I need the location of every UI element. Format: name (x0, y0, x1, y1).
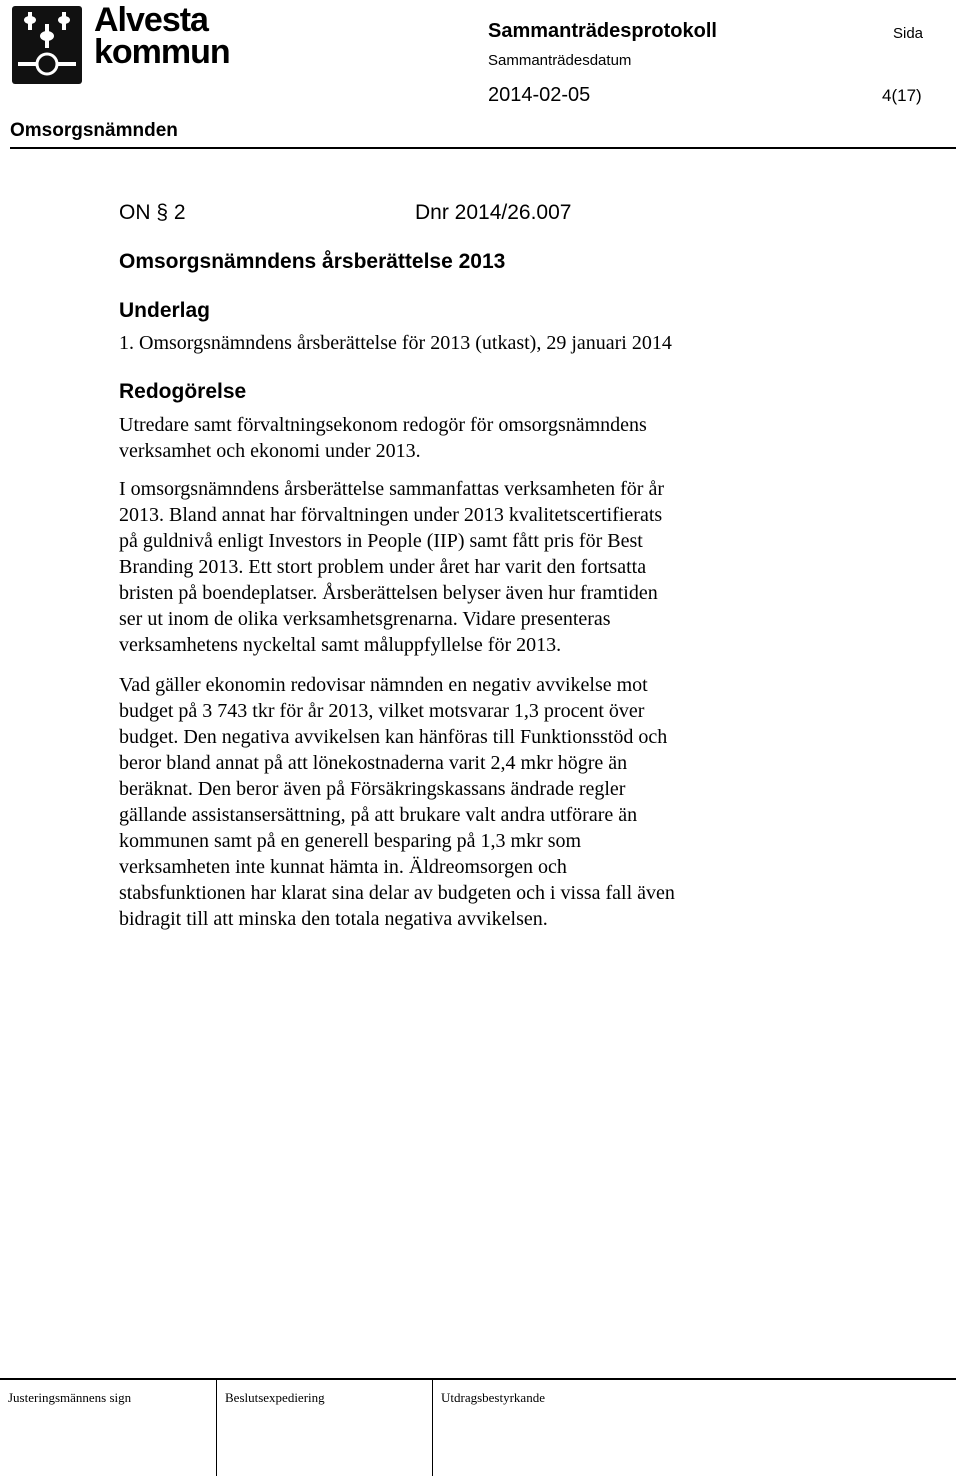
underlag-item: 1. Omsorgsnämndens årsberättelse för 2013 (utkast), 29 januari 2014 (119, 332, 672, 354)
footer-cell-signature (0, 1380, 216, 1476)
footer-label: Beslutsexpediering (225, 1390, 325, 1405)
page-number: 4(17) (882, 86, 922, 105)
case-title: Omsorgsnämndens årsberättelse 2013 (119, 250, 506, 273)
document-type: Sammanträdesprotokoll (488, 20, 717, 42)
text-line: stabsfunktionen har klarat sina delar av budgeten och i vissa fall även (119, 882, 675, 904)
text-line: 2013. Bland annat har förvaltningen under 2013 kvalitetscertifierats (119, 504, 663, 526)
coat-of-arms-logo (10, 4, 84, 86)
footer-cell-dispatch (216, 1380, 432, 1476)
meeting-date: 2014-02-05 (488, 84, 591, 106)
paragraph-2 (119, 476, 819, 658)
text-line: ser ut inom de olika verksamhetsgrenarna. Vidare presenteras (119, 608, 611, 630)
text-line: Utredare samt förvaltningsekonom redogör för omsorgsnämndens (119, 414, 647, 436)
text-line: bidragit till att minska den totala negativa avvikelsen. (119, 908, 548, 930)
logo-line-2: kommun (94, 33, 230, 71)
page-label: Sida (893, 25, 924, 42)
paragraph-1 (119, 412, 819, 464)
text-line: kommunen samt på en generell besparing på 1,3 mkr som (119, 830, 582, 852)
text-line: Vad gäller ekonomin redovisar nämnden en negativ avvikelse mot (119, 674, 648, 696)
text-line: I omsorgsnämndens årsberättelse sammanfattas verksamheten för år (119, 478, 664, 500)
underlag-heading: Underlag (119, 299, 211, 322)
logo-line-1: Alvesta (94, 1, 208, 39)
text-line: verksamheten inte kunnat hämta in. Äldreomsorgen och (119, 856, 567, 878)
text-line: Branding 2013. Ett stort problem under året har varit den fortsatta (119, 556, 647, 578)
redogorelse-heading: Redogörelse (119, 380, 247, 403)
footer-label: Justeringsmännens sign (8, 1390, 132, 1405)
signature-footer (0, 1378, 956, 1476)
footer-cell-extract (432, 1380, 956, 1476)
text-line: verksamhetens nyckeltal samt måluppfyllelse för 2013. (119, 634, 562, 656)
footer-label: Utdragsbestyrkande (441, 1390, 545, 1405)
logo-wordmark (94, 1, 244, 72)
text-line: budget på 3 743 tkr för år 2013, vilket motsvarar 1,3 procent över (119, 700, 645, 722)
case-dnr: Dnr 2014/26.007 (415, 201, 572, 224)
text-line: bristen på boendeplatser. Årsberättelsen belyser även hur framtiden (119, 582, 658, 604)
header-divider (10, 147, 956, 149)
meeting-date-label: Sammanträdesdatum (488, 52, 632, 69)
case-number: ON § 2 (119, 201, 186, 224)
committee-name: Omsorgsnämnden (10, 120, 178, 141)
text-line: beräknat. Den beror även på Försäkringskassans ändrade regler (119, 778, 626, 800)
text-line: beror bland annat på att lönekostnaderna varit 2,4 mkr högre än (119, 752, 628, 774)
text-line: gällande assistansersättning, på att brukare valt andra utförare än (119, 804, 638, 826)
paragraph-3 (119, 672, 819, 932)
text-line: på guldnivå enligt Investors in People (IIP) samt fått pris för Best (119, 530, 643, 552)
text-line: verksamhet och ekonomi under 2013. (119, 440, 421, 462)
text-line: budget. Den negativa avvikelsen kan hänföras till Funktionsstöd och (119, 726, 668, 748)
